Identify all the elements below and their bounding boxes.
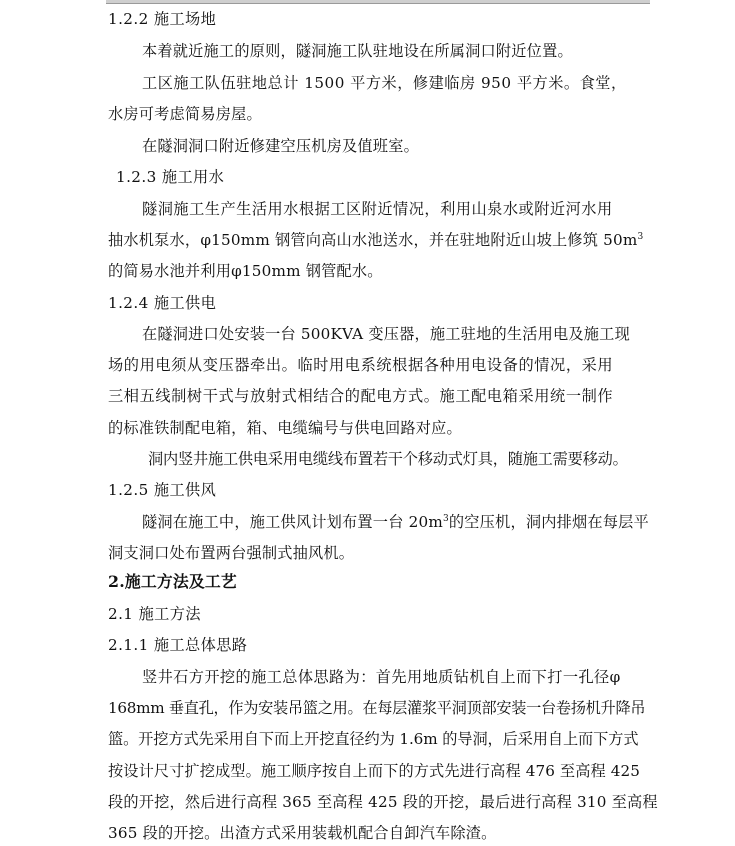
paragraph-line: 洞内竖井施工供电采用电缆线布置若干个移动式灯具，随施工需要移动。 <box>148 450 628 468</box>
paragraph-line: 按设计尺寸扩挖成型。施工顺序按自上而下的方式先进行高程 476 至高程 425 <box>108 762 640 780</box>
paragraph-line <box>108 230 643 250</box>
heading-2-1-1: 2.1.1 施工总体思路 <box>108 636 248 654</box>
paragraph-line: 段的开挖，然后进行高程 365 至高程 425 段的开挖，最后进行高程 310 至高程 <box>108 793 658 811</box>
superscript: 3 <box>442 514 449 524</box>
paragraph-line: 水房可考虑简易房屋。 <box>108 105 262 123</box>
heading-1-2-4: 1.2.4 施工供电 <box>108 294 217 312</box>
paragraph-line: 场的用电须从变压器牵出。临时用电系统根据各种用电设备的情况，采用 <box>108 356 614 374</box>
paragraph-line: 工区施工队伍驻地总计 1500 平方米，修建临房 950 平方米。食堂， <box>142 74 627 92</box>
paragraph-text: 隧洞在施工中，施工供风计划布置一台 20m <box>142 513 443 531</box>
page-top-border <box>106 0 650 4</box>
paragraph-text: 的空压机，洞内排烟在每层平 <box>448 513 649 531</box>
paragraph-line: 在隧洞洞口附近修建空压机房及值班室。 <box>142 137 419 155</box>
paragraph-text: 抽水机泵水，φ150mm 钢管向高山水池送水，并在驻地附近山坡上修筑 50m <box>108 231 638 249</box>
superscript: 3 <box>637 232 644 242</box>
paragraph-line: 本着就近施工的原则，隧洞施工队驻地设在所属洞口附近位置。 <box>142 42 573 60</box>
paragraph-line: 竖井石方开挖的施工总体思路为：首先用地质钻机自上而下打一孔径φ <box>142 668 621 686</box>
heading-1-2-5: 1.2.5 施工供风 <box>108 481 217 499</box>
paragraph-line: 篮。开挖方式先采用自下而上开挖直径约为 1.6m 的导洞，后采用自上而下方式 <box>108 730 639 748</box>
heading-2-1: 2.1 施工方法 <box>108 605 201 623</box>
heading-2: 2.施工方法及工艺 <box>108 572 237 591</box>
heading-1-2-3: 1.2.3 施工用水 <box>116 168 225 186</box>
paragraph-line: 三相五线制树干式与放射式相结合的配电方式。施工配电箱采用统一制作 <box>108 387 614 405</box>
paragraph-line: 在隧洞进口处安装一台 500KVA 变压器，施工驻地的生活用电及施工现 <box>142 325 630 343</box>
paragraph-line: 的简易水池并利用φ150mm 钢管配水。 <box>108 262 383 280</box>
paragraph-line: 隧洞施工生产生活用水根据工区附近情况，利用山泉水或附近河水用 <box>142 200 613 218</box>
paragraph-line: 洞支洞口处布置两台强制式抽风机。 <box>108 544 355 562</box>
paragraph-line: 168mm 垂直孔，作为安装吊篮之用。在每层灌浆平洞顶部安装一台卷扬机升降吊 <box>108 699 646 717</box>
paragraph-line: 的标准铁制配电箱，箱、电缆编号与供电回路对应。 <box>108 419 462 437</box>
heading-1-2-2: 1.2.2 施工场地 <box>108 10 217 28</box>
paragraph-line <box>142 512 649 532</box>
paragraph-line: 365 段的开挖。出渣方式采用装载机配合自卸汽车除渣。 <box>108 824 497 842</box>
